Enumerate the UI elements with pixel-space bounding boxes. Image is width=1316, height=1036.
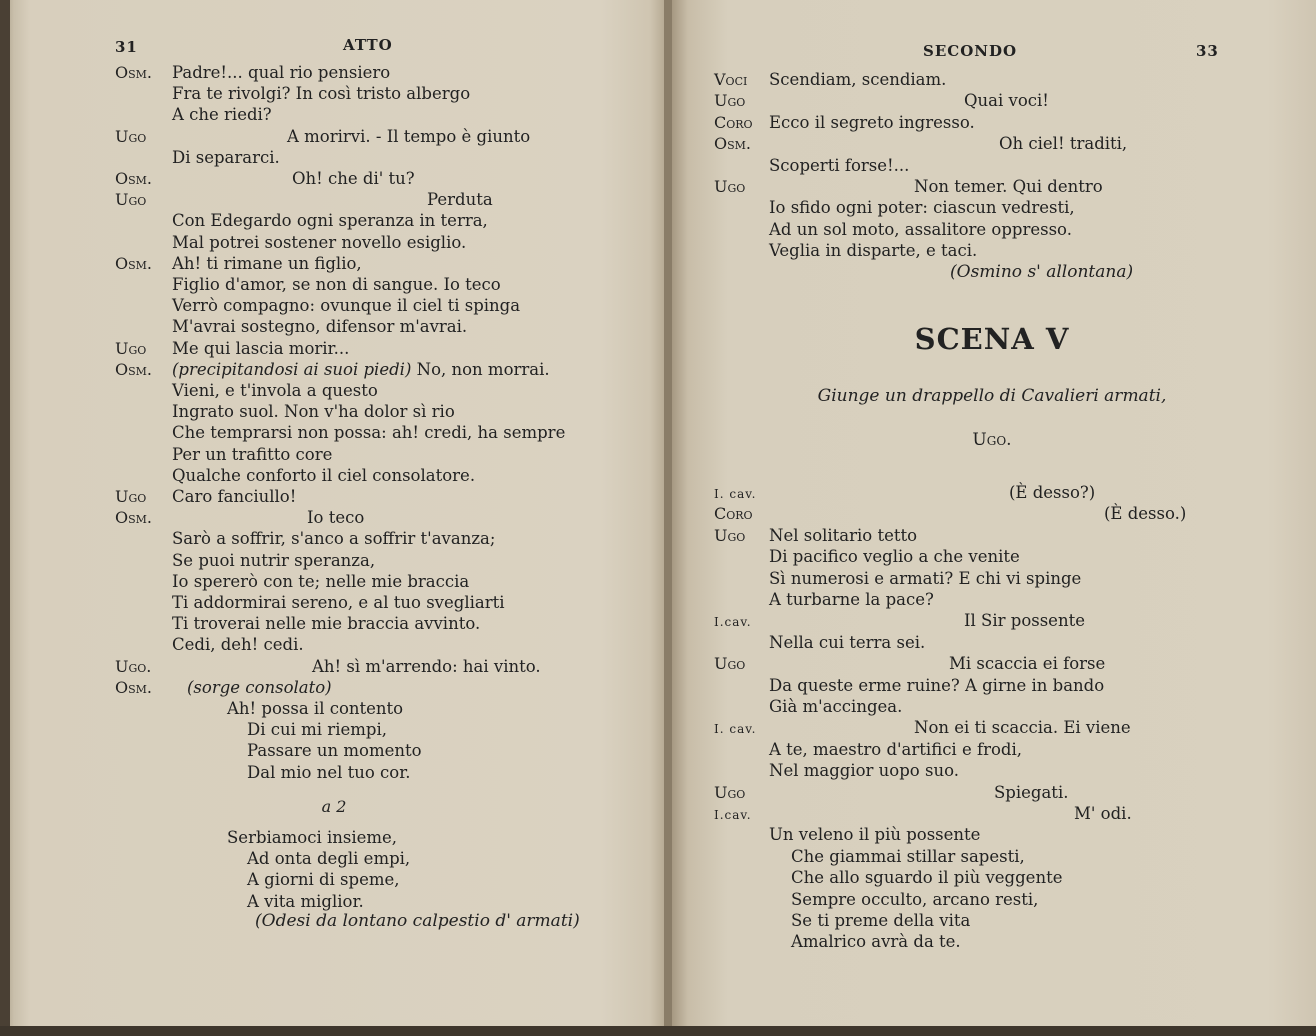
text-line: [668, 825, 1316, 847]
verse-text: A turbarne la pace?: [769, 590, 934, 609]
text-line: [0, 190, 668, 212]
verse-text: M' odi.: [1074, 804, 1132, 823]
speaker-name: Ugo: [115, 190, 147, 210]
text-line: [0, 614, 668, 636]
speaker-name: Ugo: [115, 126, 147, 146]
text-line: [668, 633, 1316, 655]
text-line: [0, 763, 668, 785]
verse-text: Io teco: [307, 508, 365, 528]
verse-text: Io sfido ogni poter: ciascun vedresti,: [769, 198, 1075, 218]
verse-text: Scendiam, scendiam.: [769, 70, 947, 89]
running-head: SECONDO: [923, 42, 1018, 60]
text-line: [0, 360, 668, 382]
text-line: [0, 487, 668, 509]
verse-text: Che giammai stillar sapesti,: [791, 846, 1025, 866]
text-line: [668, 804, 1316, 826]
text-line: [668, 611, 1316, 633]
verse-text: Con Edegardo ogni speranza in terra,: [172, 211, 488, 231]
text-line: [0, 105, 668, 127]
verse-text: Un veleno il più possente: [769, 825, 981, 845]
verse-text: [172, 360, 550, 379]
verse-text: Dal mio nel tuo cor.: [247, 762, 411, 782]
speaker-name: Ugo: [714, 177, 746, 196]
text-line: [668, 134, 1316, 156]
text-line: [668, 569, 1316, 591]
verse-text: (È desso?): [1009, 483, 1096, 502]
verse-text: Mal potrei sostener novello esiglio.: [172, 232, 467, 252]
text-line: [668, 483, 1316, 505]
verse-text: Da queste erme ruine? A girne in bando: [769, 675, 1105, 695]
verse-text: Se ti preme della vita: [791, 911, 971, 930]
verse-text: Io spererò con te; nelle mie braccia: [172, 571, 470, 591]
speaker-name: Ugo: [714, 654, 746, 674]
text-line: [0, 870, 668, 892]
verse-text: Ad un sol moto, assalitore oppresso.: [769, 219, 1072, 239]
verse-text: Oh ciel! traditi,: [999, 134, 1128, 154]
page-bottom-edge: [0, 1026, 1316, 1036]
text-line: [0, 593, 668, 615]
verse-text: Ti troverai nelle mie braccia avvinto.: [172, 614, 481, 634]
verse-text: Me qui lascia morir...: [172, 338, 350, 358]
verse-text: M'avrai sostegno, difensor m'avrai.: [172, 317, 468, 337]
speaker-name: I.cav.: [714, 808, 752, 822]
running-head: ATTO: [343, 36, 393, 54]
text-line: [0, 529, 668, 551]
verse-text: Scoperti forse!...: [769, 155, 910, 175]
verse-text: Di pacifico veglio a che venite: [769, 547, 1020, 567]
speaker-name: Coro: [714, 504, 753, 524]
text-line: [0, 63, 668, 85]
verse-text: Che allo sguardo il più veggente: [791, 868, 1063, 888]
text-line: [668, 70, 1316, 92]
verse-text: Nel solitario tetto: [769, 525, 918, 545]
text-line: [668, 890, 1316, 912]
text-line: [0, 211, 668, 233]
verse-text: Figlio d'amor, se non di sangue. Io teco: [172, 275, 501, 294]
speaker-name: Ugo: [714, 782, 746, 802]
text-line: [0, 445, 668, 467]
text-line: [0, 635, 668, 657]
speaker-name: Ugo: [115, 487, 147, 506]
verse-text: Se puoi nutrir speranza,: [172, 550, 376, 570]
verse-text: Ah! possa il contento: [227, 699, 404, 718]
verse-text: Sì numerosi e armati? E chi vi spinge: [769, 568, 1082, 588]
verse-text: Non temer. Qui dentro: [914, 177, 1103, 196]
verse-text: Padre!... qual rio pensiero: [172, 63, 391, 82]
verse-text: Veglia in disparte, e taci.: [769, 241, 978, 261]
verse-text: Ecco il segreto ingresso.: [769, 112, 975, 132]
text-line: [668, 526, 1316, 548]
text-line: [0, 233, 668, 255]
speaker-name: Osm.: [714, 134, 752, 154]
text-line: [0, 317, 668, 339]
text-line: [668, 156, 1316, 178]
text-line: [0, 849, 668, 871]
text-line: [668, 113, 1316, 135]
text-line: [0, 551, 668, 573]
verse-text: Il Sir possente: [964, 611, 1085, 631]
text-line: [668, 220, 1316, 242]
speaker-name: Ugo: [714, 91, 746, 111]
verse-text: Ah! ti rimane un figlio,: [172, 253, 362, 273]
verse-text: Di separarci.: [172, 147, 280, 167]
speaker-name: Ugo.: [115, 656, 152, 676]
verse-text: Che temprarsi non possa: ah! credi, ha sempre: [172, 423, 566, 443]
verse-text: A morirvi. - Il tempo è giunto: [287, 126, 531, 146]
verse-text: Ah! sì m'arrendo: hai vinto.: [312, 656, 541, 676]
text-line: [0, 339, 668, 361]
verse-text: Spiegati.: [994, 782, 1069, 802]
text-line: [0, 423, 668, 445]
text-line: [668, 718, 1316, 740]
text-line: [668, 911, 1316, 933]
text-line: [668, 761, 1316, 783]
speaker-name: Osm.: [115, 359, 153, 379]
text-line: [0, 720, 668, 742]
text-line: [668, 504, 1316, 526]
stage-direction: (precipitandosi ai suoi piedi): [172, 359, 412, 379]
verse-text: Verrò compagno: ovunque il ciel ti spinga: [172, 296, 521, 316]
verse-text: Fra te rivolgi? In così tristo albergo: [172, 84, 471, 104]
text-line: [668, 91, 1316, 113]
speaker-name: Osm.: [115, 253, 153, 273]
speaker-name: I.cav.: [714, 615, 752, 630]
text-line: [668, 697, 1316, 719]
text-line: [668, 676, 1316, 698]
text-line: [0, 508, 668, 530]
verse-text: Amalrico avrà da te.: [791, 932, 961, 952]
text-line: [0, 741, 668, 763]
verse-text: Per un trafitto core: [172, 444, 333, 464]
verse-text: Non ei ti scaccia. Ei viene: [914, 718, 1131, 738]
text-line: [0, 296, 668, 318]
scene-title: SCENA V: [914, 322, 1070, 356]
text-line: [668, 932, 1316, 954]
verse-text: Quai voci!: [964, 91, 1049, 111]
verse-text: Sarò a soffrir, s'anco a soffrir t'avanza;: [172, 529, 496, 549]
verse-text: A che riedi?: [172, 105, 272, 125]
text-line: [668, 547, 1316, 569]
text-line: [0, 678, 668, 700]
speaker-name: Osm.: [115, 63, 153, 82]
text-line: [0, 148, 668, 170]
verse-text: No, non morrai.: [416, 359, 550, 379]
text-line: [0, 402, 668, 424]
text-line: [668, 868, 1316, 890]
speaker-name: Osm.: [115, 677, 153, 697]
stage-direction: (sorge consolato): [187, 677, 332, 697]
speaker-name: Osm.: [115, 508, 153, 528]
text-line: [668, 783, 1316, 805]
book-gutter: [664, 0, 672, 1036]
verse-text: Perduta: [427, 190, 493, 210]
text-line: [0, 828, 668, 850]
verse-text: Nella cui terra sei.: [769, 632, 926, 652]
page-number: 31: [115, 38, 138, 56]
speaker-name: I. cav.: [714, 722, 757, 737]
verse-text: Passare un momento: [247, 741, 422, 761]
verse-text: A giorni di speme,: [247, 870, 400, 890]
scene-character: Ugo.: [972, 430, 1012, 450]
verse-text: A te, maestro d'artifici e frodi,: [769, 739, 1022, 759]
verse-text: Cedi, deh! cedi.: [172, 635, 304, 655]
verse-text: Nel maggior uopo suo.: [769, 761, 959, 781]
text-line: [668, 847, 1316, 869]
text-line: [668, 740, 1316, 762]
a-due-marker: a 2: [321, 797, 347, 816]
verse-text: Mi scaccia ei forse: [949, 654, 1106, 674]
verse-text: Ingrato suol. Non v'ha dolor sì rio: [172, 402, 455, 422]
text-line: [0, 127, 668, 149]
text-line: [0, 572, 668, 594]
speaker-name: Ugo: [714, 525, 746, 545]
speaker-name: I. cav.: [714, 487, 757, 501]
verse-text: Serbiamoci insieme,: [227, 828, 398, 847]
text-line: [668, 241, 1316, 263]
scene-description: Giunge un drappello di Cavalieri armati,: [817, 386, 1167, 406]
text-line: [0, 254, 668, 276]
verse-text: Di cui mi riempi,: [247, 720, 387, 740]
speaker-name: Voci: [714, 70, 748, 89]
text-line: [0, 275, 668, 297]
stage-direction: (Osmino s' allontana): [950, 262, 1134, 282]
verse-text: Caro fanciullo!: [172, 487, 297, 506]
text-line: [0, 381, 668, 403]
closing-stage-direction: (Odesi da lontano calpestio d' armati): [255, 911, 580, 931]
verse-text: A vita miglior.: [247, 891, 364, 911]
text-line: [668, 177, 1316, 199]
verse-text: Ad onta degli empi,: [247, 849, 411, 869]
verse-text: Sempre occulto, arcano resti,: [791, 889, 1039, 909]
verse-text: Vieni, e t'invola a questo: [172, 381, 378, 400]
text-line: [668, 654, 1316, 676]
text-line: [668, 198, 1316, 220]
verse-text: Qualche conforto il ciel consolatore.: [172, 465, 476, 485]
text-line: [0, 169, 668, 191]
speaker-name: Coro: [714, 112, 753, 132]
text-line: [668, 590, 1316, 612]
verse-text: (È desso.): [1104, 504, 1187, 524]
speaker-name: Osm.: [115, 169, 153, 188]
verse-text: Ti addormirai sereno, e al tuo svegliarti: [172, 593, 505, 612]
page-number: 33: [1196, 42, 1219, 60]
text-line: [0, 84, 668, 106]
text-line: [0, 657, 668, 679]
text-line: [0, 466, 668, 488]
verse-text: Oh! che di' tu?: [292, 169, 415, 188]
right-page: [668, 0, 1316, 1036]
text-line: [0, 699, 668, 721]
verse-text: Già m'accingea.: [769, 697, 903, 716]
speaker-name: Ugo: [115, 338, 147, 358]
